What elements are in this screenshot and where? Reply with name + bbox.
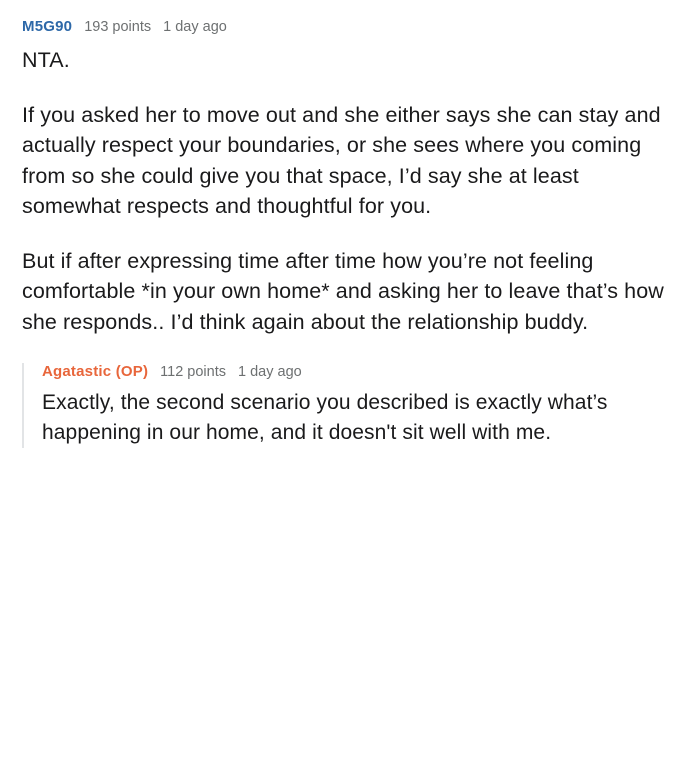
reply-paragraph: Exactly, the second scenario you described is exactly what’s happening in our home, and it doesn't sit well with me. [42, 391, 608, 444]
comment-header [22, 18, 678, 35]
comment-paragraph: If you asked her to move out and she either says she can stay and actually respect your boundaries, or she sees where you coming from so she could give you that space, I’d say she at least somewhat respects and thoughtful for you. [22, 102, 661, 219]
comment-paragraph: NTA. [22, 48, 70, 72]
comment-timestamp: 1 day ago [163, 19, 227, 35]
reply-header [42, 363, 678, 380]
comment-root [22, 18, 678, 448]
reply-timestamp: 1 day ago [238, 364, 302, 381]
comment-reply [22, 363, 678, 448]
reply-body [42, 388, 678, 448]
comment-author[interactable]: M5G90 [22, 18, 73, 35]
reply-points: 112 points [160, 364, 226, 381]
reply-author[interactable]: Agatastic (OP) [42, 363, 149, 381]
comment-body [22, 45, 678, 337]
comment-paragraph: But if after expressing time after time how you’re not feeling comfortable *in your own home* and asking her to leave that’s how she responds.. I’d think again about the relationship buddy. [22, 248, 664, 334]
comment-points: 193 points [84, 19, 152, 35]
